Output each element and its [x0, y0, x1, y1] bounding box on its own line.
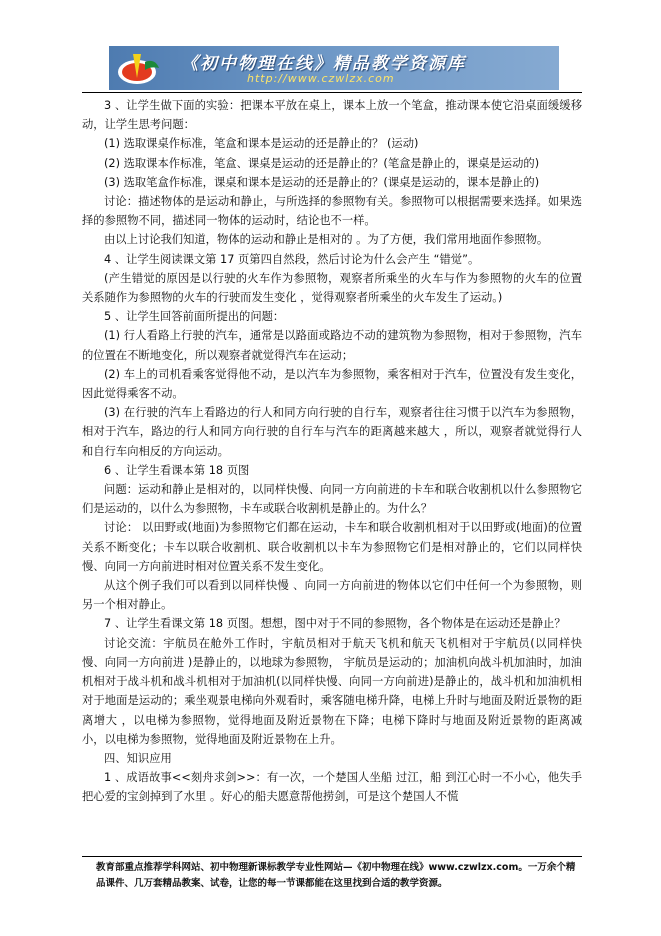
paragraph: (3) 选取笔盒作标准，课桌和课本是运动的还是静止的？(课桌是运动的，课本是静止的)	[104, 175, 540, 189]
paragraph: 讨论：描述物体的是运动和静止，与所选择的参照物有关。参照物可以根据需要来选择。如果选择的参照物不同，描述同一物体的运动时，结论也不一样。	[82, 195, 582, 228]
paragraph: (1) 选取课桌作标准，笔盒和课本是运动的还是静止的？ (运动)	[104, 137, 419, 151]
paragraph: (3) 在行驶的汽车上看路边的行人和同方向行驶的自行车，观察者往往习惯于以汽车为参照物，相对于汽车，路边的行人和同方向行驶的自行车与汽车的距离越来越大 ，所以，观察者就觉得行人和自行车向相反的方向运动。	[82, 406, 582, 458]
paragraph: 7 、让学生看课文第 18 页图。想想，图中对于不同的参照物，各个物体是在运动还是静止？	[104, 617, 566, 631]
paragraph: 1 、成语故事<<刻舟求剑>>：有一次，一个楚国人坐船 过江，船 到江心时一不小心，他失手把心爱的宝剑掉到了水里 。好心的船夫愿意帮他捞剑，可是这个楚国人不慌	[82, 771, 582, 804]
paragraph: 从这个例子我们可以看到以同样快慢 、向同一方向前进的物体以它们中任何一个为参照物，则另一个相对静止。	[82, 579, 582, 612]
paragraph: 由以上讨论我们知道，物体的运动和静止是相对的 。为了方便，我们常用地面作参照物。	[104, 233, 549, 247]
paragraph: 6 、让学生看课本第 18 页图	[104, 463, 250, 477]
paragraph: (1) 行人看路上行驶的汽车，通常是以路面或路边不动的建筑物为参照物，相对于参照物，汽车的位置在不断地变化，所以观察者就觉得汽车在运动；	[82, 329, 582, 362]
header-banner	[109, 46, 559, 90]
paragraph: 讨论： 以田野或(地面)为参照物它们都在运动，卡车和联合收割机相对于以田野或(地面)的位置关系不断变化；卡车以联合收割机、联合收割机以卡车为参照物它们是相对静止的，它们以同样快慢、向同一方向前进时相对位置关系不发生变化。	[82, 521, 582, 573]
footer-rule	[82, 856, 582, 857]
document-body	[82, 96, 582, 807]
footer-note: 教育部重点推荐学科网站、初中物理新课标教学专业性网站—《初中物理在线》www.czwlzx.com。一万余个精品课件、几万套精品教案、试卷，让您的每一节课都能在这里找到合适的教学资源。	[96, 862, 576, 889]
section-heading: 四、知识应用	[104, 751, 172, 765]
paragraph: (2) 车上的司机看乘客觉得他不动，是以汽车为参照物，乘客相对于汽车，位置没有发生变化，因此觉得乘客不动。	[82, 367, 582, 401]
header-rule	[82, 92, 582, 93]
paragraph: (产生错觉的原因是以行驶的火车作为参照物，观察者所乘坐的火车与作为参照物的火车的位置关系随作为参照物的火车的行驶而发生变化 ，觉得观察者所乘坐的火车发生了运动。)	[82, 271, 582, 305]
site-title: 《初中物理在线》精品教学资源库	[181, 54, 466, 74]
paragraph: 4 、让学生阅读课文第 17 页第四自然段，然后讨论为什么会产生 “错觉”。	[104, 252, 480, 266]
paragraph: 讨论交流：宇航员在舱外工作时，宇航员相对于航天飞机和航天飞机相对于宇航员(以同样快慢、向同一方向前进 )是静止的，以地球为参照物， 宇航员是运动的；加油机向战斗机加油时，加油机相对于战斗机和战斗机相对于加油机(以同样快慢、向同一方向前进)是静止的，战斗机和加油机相对于地面是运动的；乘坐观景电梯向外观看时，乘客随电梯升降，电梯上升时与地面及附近景物的距离增大 ，以电梯为参照物，觉得地面及附近景物在下降；电梯下降时与地面及附近景物的距离减小，以电梯为参照物，觉得地面及附近景物在上升。	[82, 636, 582, 746]
paragraph: 5 、让学生回答前面所提出的问题：	[104, 310, 285, 324]
paragraph: 问题：运动和静止是相对的，以同样快慢、向同一方向前进的卡车和联合收割机以什么参照物它们是运动的，以什么为参照物，卡车或联合收割机是静止的。为什么？	[82, 483, 582, 516]
paragraph: 3 、让学生做下面的实验：把课本平放在桌上，课本上放一个笔盒，推动课本使它沿桌面缓缓移动，让学生思考问题：	[82, 99, 582, 132]
site-logo-icon	[115, 48, 165, 88]
paragraph: (2) 选取课本作标准，笔盒、课桌是运动的还是静止的？(笔盒是静止的，课桌是运动的)	[104, 156, 540, 170]
site-url[interactable]: http://www.czwlzx.com	[247, 72, 395, 85]
